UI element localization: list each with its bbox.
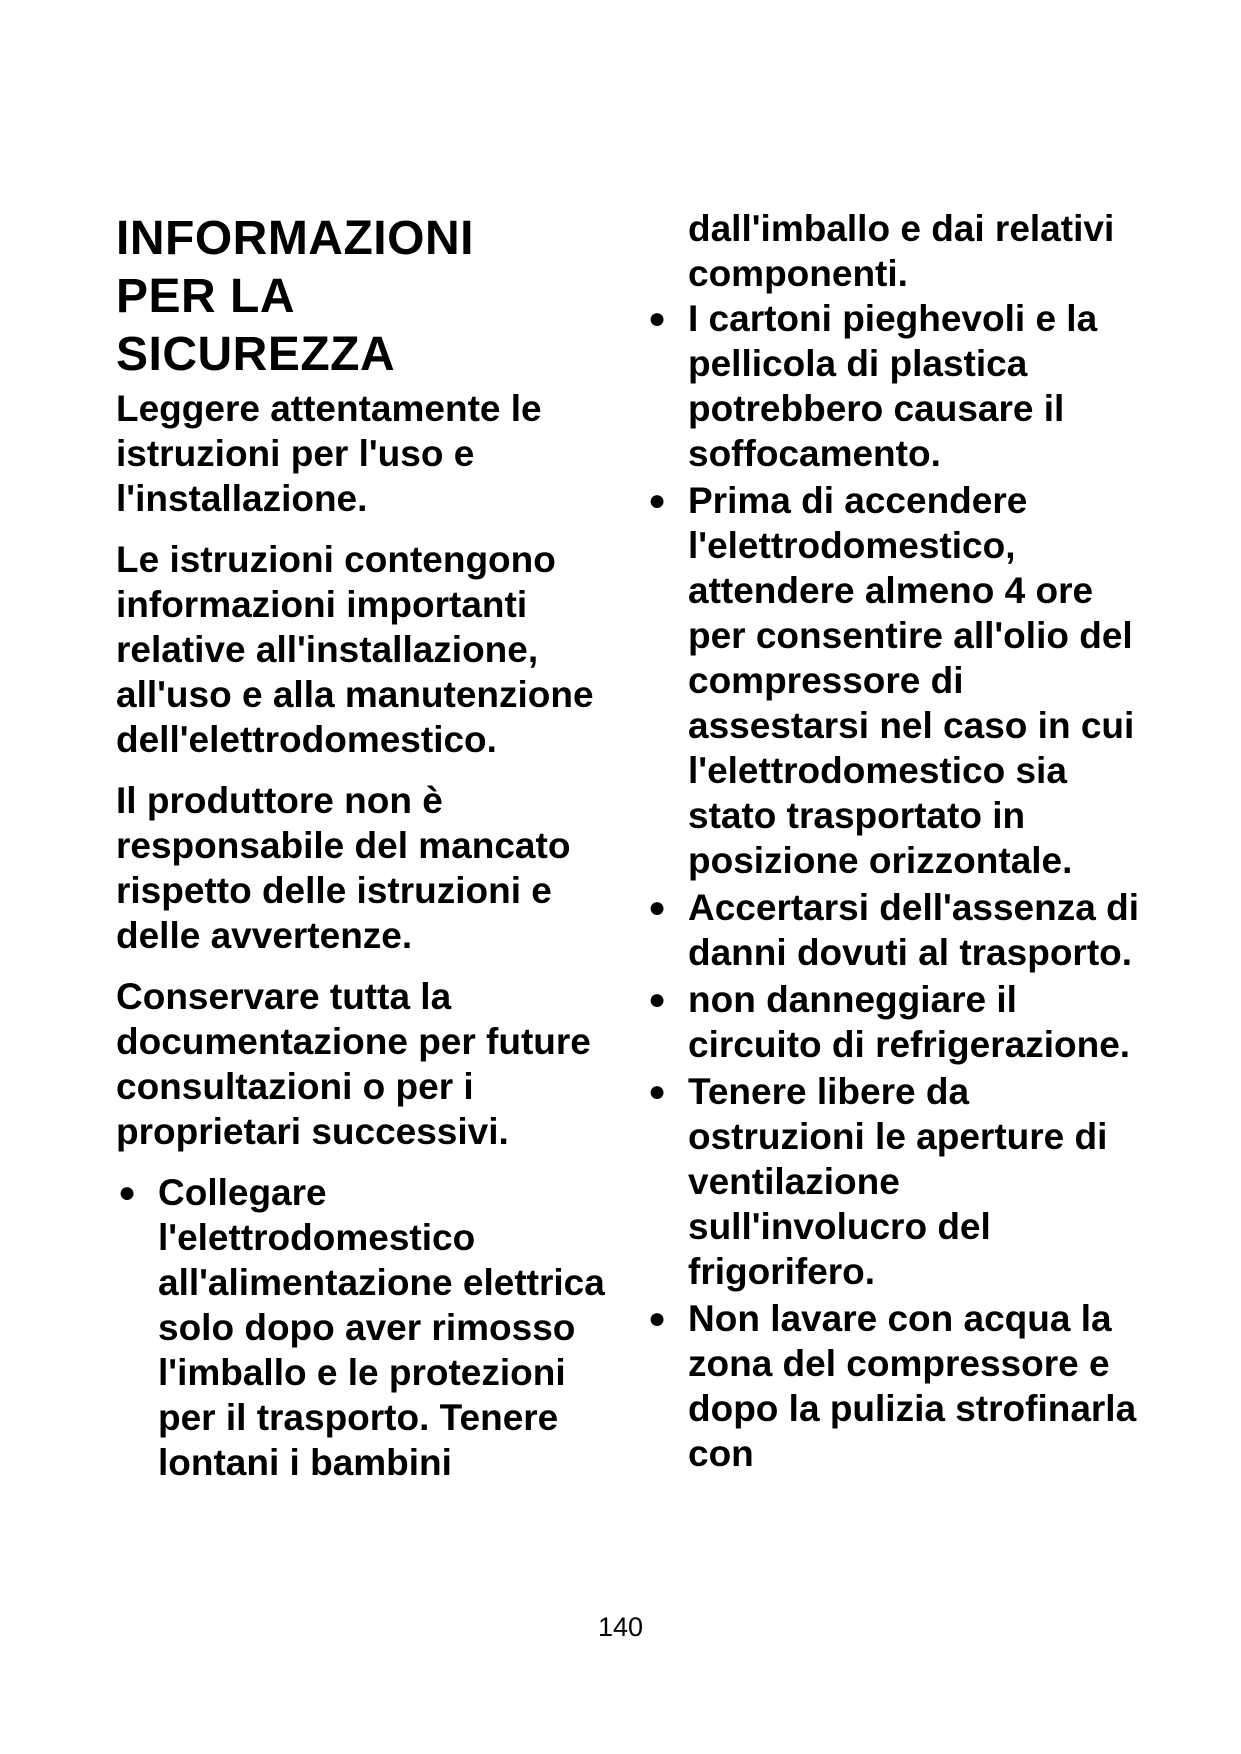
list-item [646,478,1146,883]
right-column [646,206,1146,1478]
paragraph-manufacturer-liability: Il produttore non è responsabile del mancato rispetto delle istruzioni e delle avvertenze. [116,780,571,956]
left-bullet-list [116,1170,606,1485]
list-item-text: Accertarsi dell'assenza di danni dovuti al trasporto. [688,887,1139,973]
bullet-icon: ● [648,891,667,924]
list-item-text: Tenere libere da ostruzioni le aperture di ventilazione sull'involucro del frigorifero. [688,1071,1108,1292]
bullet-icon: ● [648,484,667,517]
paragraph-read-instructions: Leggere attentamente le istruzioni per l'uso e l'installazione. [116,388,542,519]
bullet-icon: ● [118,1176,137,1209]
page-title [116,210,606,384]
list-item-text: Collegare l'elettrodomestico all'alimentazione elettrica solo dopo aver rimosso l'imballo e le protezioni per il trasporto. Tenere lontani i bambini [158,1172,605,1483]
bullet-icon: ● [648,983,667,1016]
title-line-2: PER LA [116,270,296,323]
bullet-icon: ● [648,1075,667,1108]
paragraph-keep-documentation: Conservare tutta la documentazione per future consultazioni o per i proprietari successivi. [116,976,591,1152]
paragraph-instructions-content: Le istruzioni contengono informazioni importanti relative all'installazione, all'uso e alla manutenzione dell'elettrodomestico. [116,539,594,760]
list-item [646,1069,1146,1294]
title-line-3: SICUREZZA [116,328,396,381]
list-item-text: Non lavare con acqua la zona del compressore e dopo la pulizia strofinarla con [688,1298,1137,1474]
bullet-icon: ● [648,1302,667,1335]
list-item [646,977,1146,1067]
right-bullet-list [646,296,1146,1476]
list-item [116,1170,606,1485]
left-column [116,210,606,1487]
continued-text: dall'imballo e dai relativi componenti. [688,208,1115,294]
list-item-text: non danneggiare il circuito di refrigerazione. [688,979,1131,1065]
list-item [646,296,1146,476]
list-item-text: I cartoni pieghevoli e la pellicola di plastica potrebbero causare il soffocamento. [688,298,1098,474]
list-item-text: Prima di accendere l'elettrodomestico, attendere almeno 4 ore per consentire all'olio del compressore di assestarsi nel caso in cui l'elettrodomestico sia stato trasportato in posizione orizzontale. [688,480,1135,881]
list-item [646,1296,1146,1476]
page-number: 140 [597,1612,644,1642]
list-item [646,885,1146,975]
bullet-icon: ● [648,302,667,335]
title-line-1: INFORMAZIONI [116,212,474,265]
